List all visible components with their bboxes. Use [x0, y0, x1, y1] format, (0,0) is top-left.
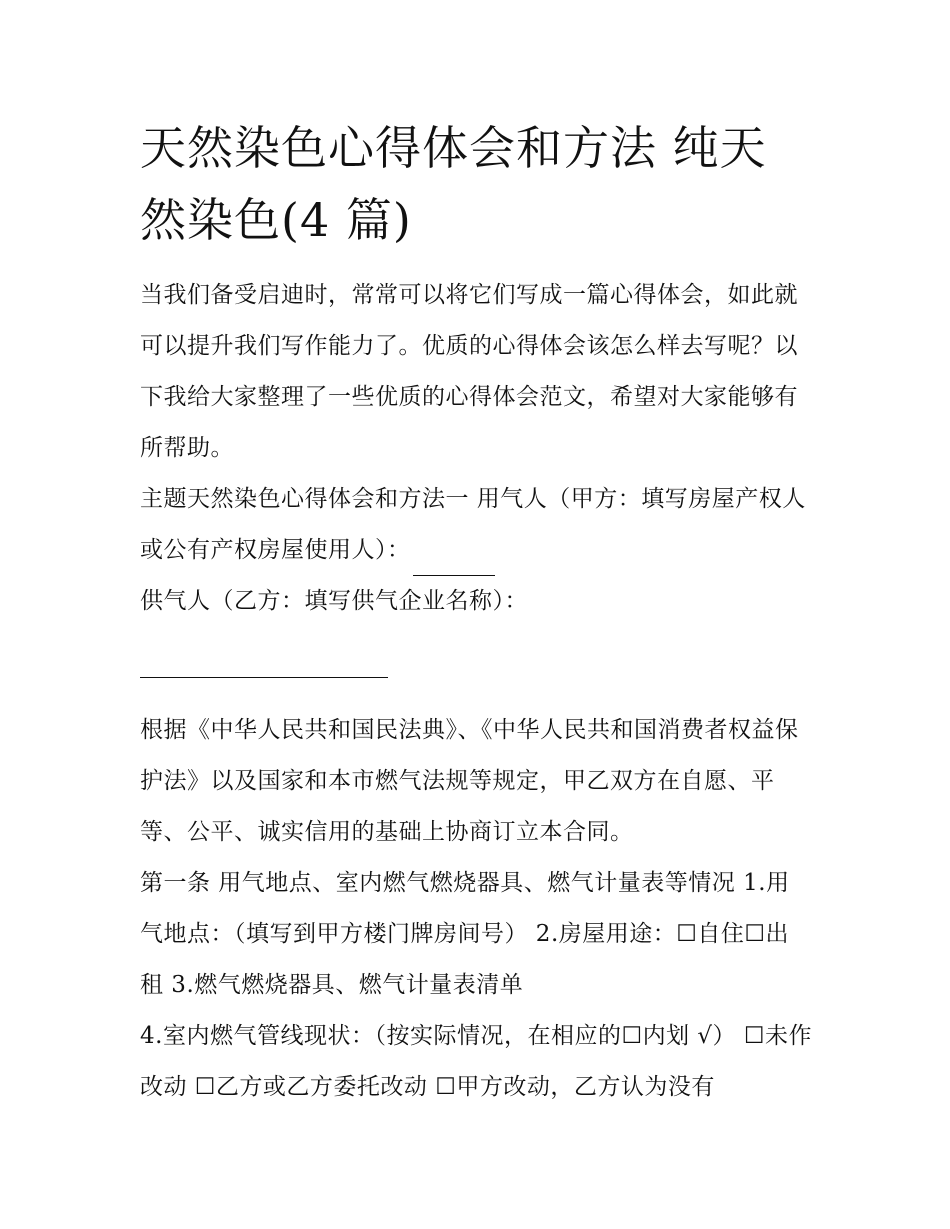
- basis-paragraph: 根据《中华人民共和国民法典》、《中华人民共和国消费者权益保护法》以及国家和本市燃气法规等规定，甲乙双方在自愿、平等、公平、诚实信用的基础上协商订立本合同。: [140, 717, 799, 845]
- document-title: 天然染色心得体会和方法 纯天然染色(4 篇): [140, 121, 767, 247]
- intro-paragraph: 当我们备受启迪时，常常可以将它们写成一篇心得体会，如此就可以提升我们写作能力了。优质的心得体会该怎么样去写呢？以下我给大家整理了一些优质的心得体会范文，希望对大家能够有所帮助。: [140, 282, 798, 461]
- topic-paragraph: [140, 474, 812, 576]
- document-body: [140, 112, 812, 1113]
- article-one-paragraph: 第一条 用气地点、室内燃气燃烧器具、燃气计量表等情况 1.用气地点：（填写到甲方楼门牌房间号） 2.房屋用途：☐自住☐出租 3.燃气燃烧器具、燃气计量表清单: [140, 870, 790, 998]
- party-a-blank-line: [413, 545, 495, 576]
- party-b-blank-line: [140, 627, 388, 678]
- item-four-paragraph: 4.室内燃气管线现状：（按实际情况，在相应的☐内划 √） ☐未作改动 ☐乙方或乙方委托改动 ☐甲方改动，乙方认为没有: [140, 1023, 812, 1100]
- topic-text: 主题天然染色心得体会和方法一 用气人（甲方：填写房屋产权人或公有产权房屋使用人）：: [140, 486, 806, 563]
- supplier-paragraph: 供气人（乙方：填写供气企业名称）：: [140, 588, 528, 614]
